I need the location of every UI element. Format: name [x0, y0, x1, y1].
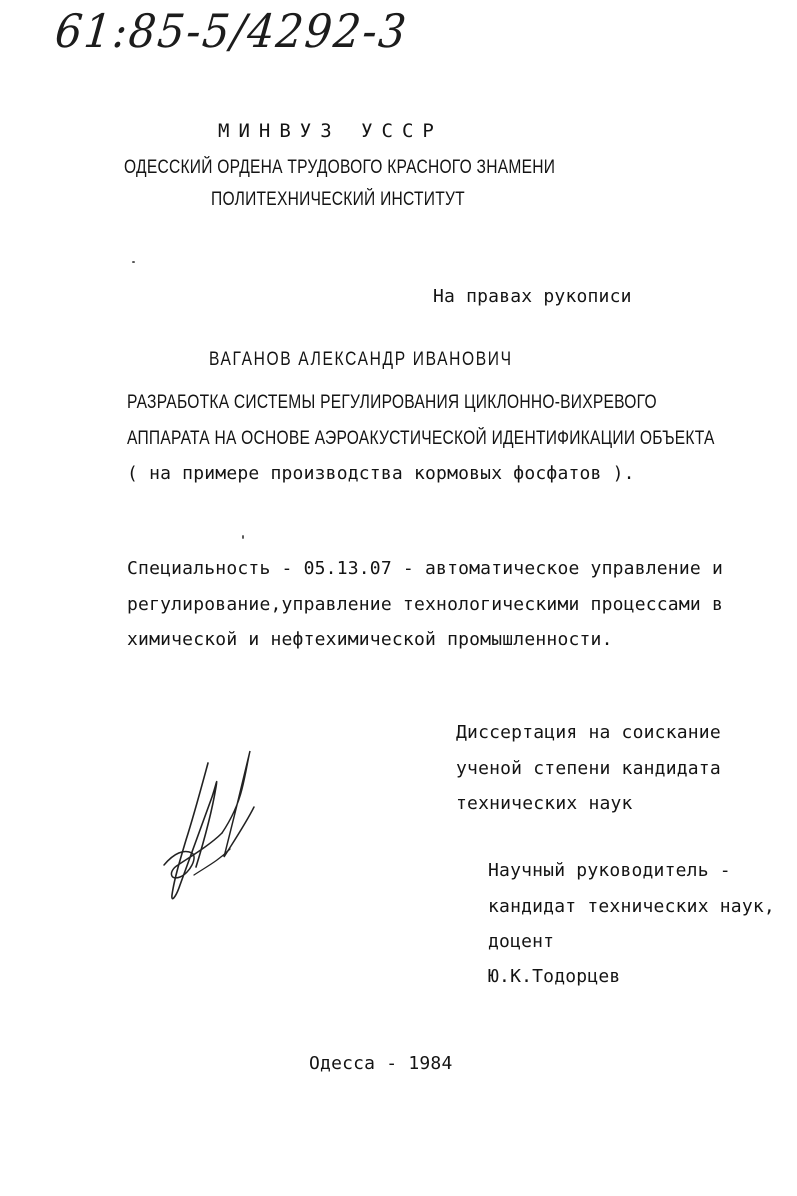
thesis-title-line-2: АППАРАТА НА ОСНОВЕ АЭРОАКУСТИЧЕСКОЙ ИДЕНТИФИКАЦИИ ОБЪЕКТА	[127, 428, 715, 449]
speck-mark	[242, 535, 244, 539]
speck-mark	[132, 261, 135, 263]
supervisor-line-2: кандидат технических наук,	[488, 896, 775, 917]
archive-handwritten-mark: 61:85-5/4292-3	[52, 4, 411, 58]
supervisor-name: Ю.К.Тодорцев	[488, 966, 621, 987]
author-name: ВАГАНОВ АЛЕКСАНДР ИВАНОВИЧ	[209, 349, 513, 370]
thesis-title-line-3: ( на примере производства кормовых фосфатов ).	[127, 463, 635, 484]
institute-line-1: ОДЕССКИЙ ОРДЕНА ТРУДОВОГО КРАСНОГО ЗНАМЕНИ	[124, 157, 556, 178]
thesis-title-line-1: РАЗРАБОТКА СИСТЕМЫ РЕГУЛИРОВАНИЯ ЦИКЛОННО-ВИХРЕВОГО	[127, 392, 657, 413]
manuscript-note: На правах рукописи	[433, 286, 632, 307]
specialty-line-1: Специальность - 05.13.07 - автоматическое управление и	[127, 558, 723, 579]
specialty-line-3: химической и нефтехимической промышленности.	[127, 629, 613, 650]
handwritten-signature	[150, 745, 270, 910]
institute-line-2: ПОЛИТЕХНИЧЕСКИЙ ИНСТИТУТ	[211, 189, 465, 210]
dissertation-line-1: Диссертация на соискание	[456, 722, 721, 743]
ministry-heading: МИНВУЗ УССР	[218, 120, 443, 142]
dissertation-line-2: ученой степени кандидата	[456, 758, 721, 779]
dissertation-line-3: технических наук	[456, 793, 633, 814]
supervisor-line-1: Научный руководитель -	[488, 860, 731, 881]
specialty-line-2: регулирование,управление технологическими процессами в	[127, 594, 723, 615]
city-year: Одесса - 1984	[309, 1053, 453, 1074]
supervisor-line-3: доцент	[488, 931, 555, 952]
